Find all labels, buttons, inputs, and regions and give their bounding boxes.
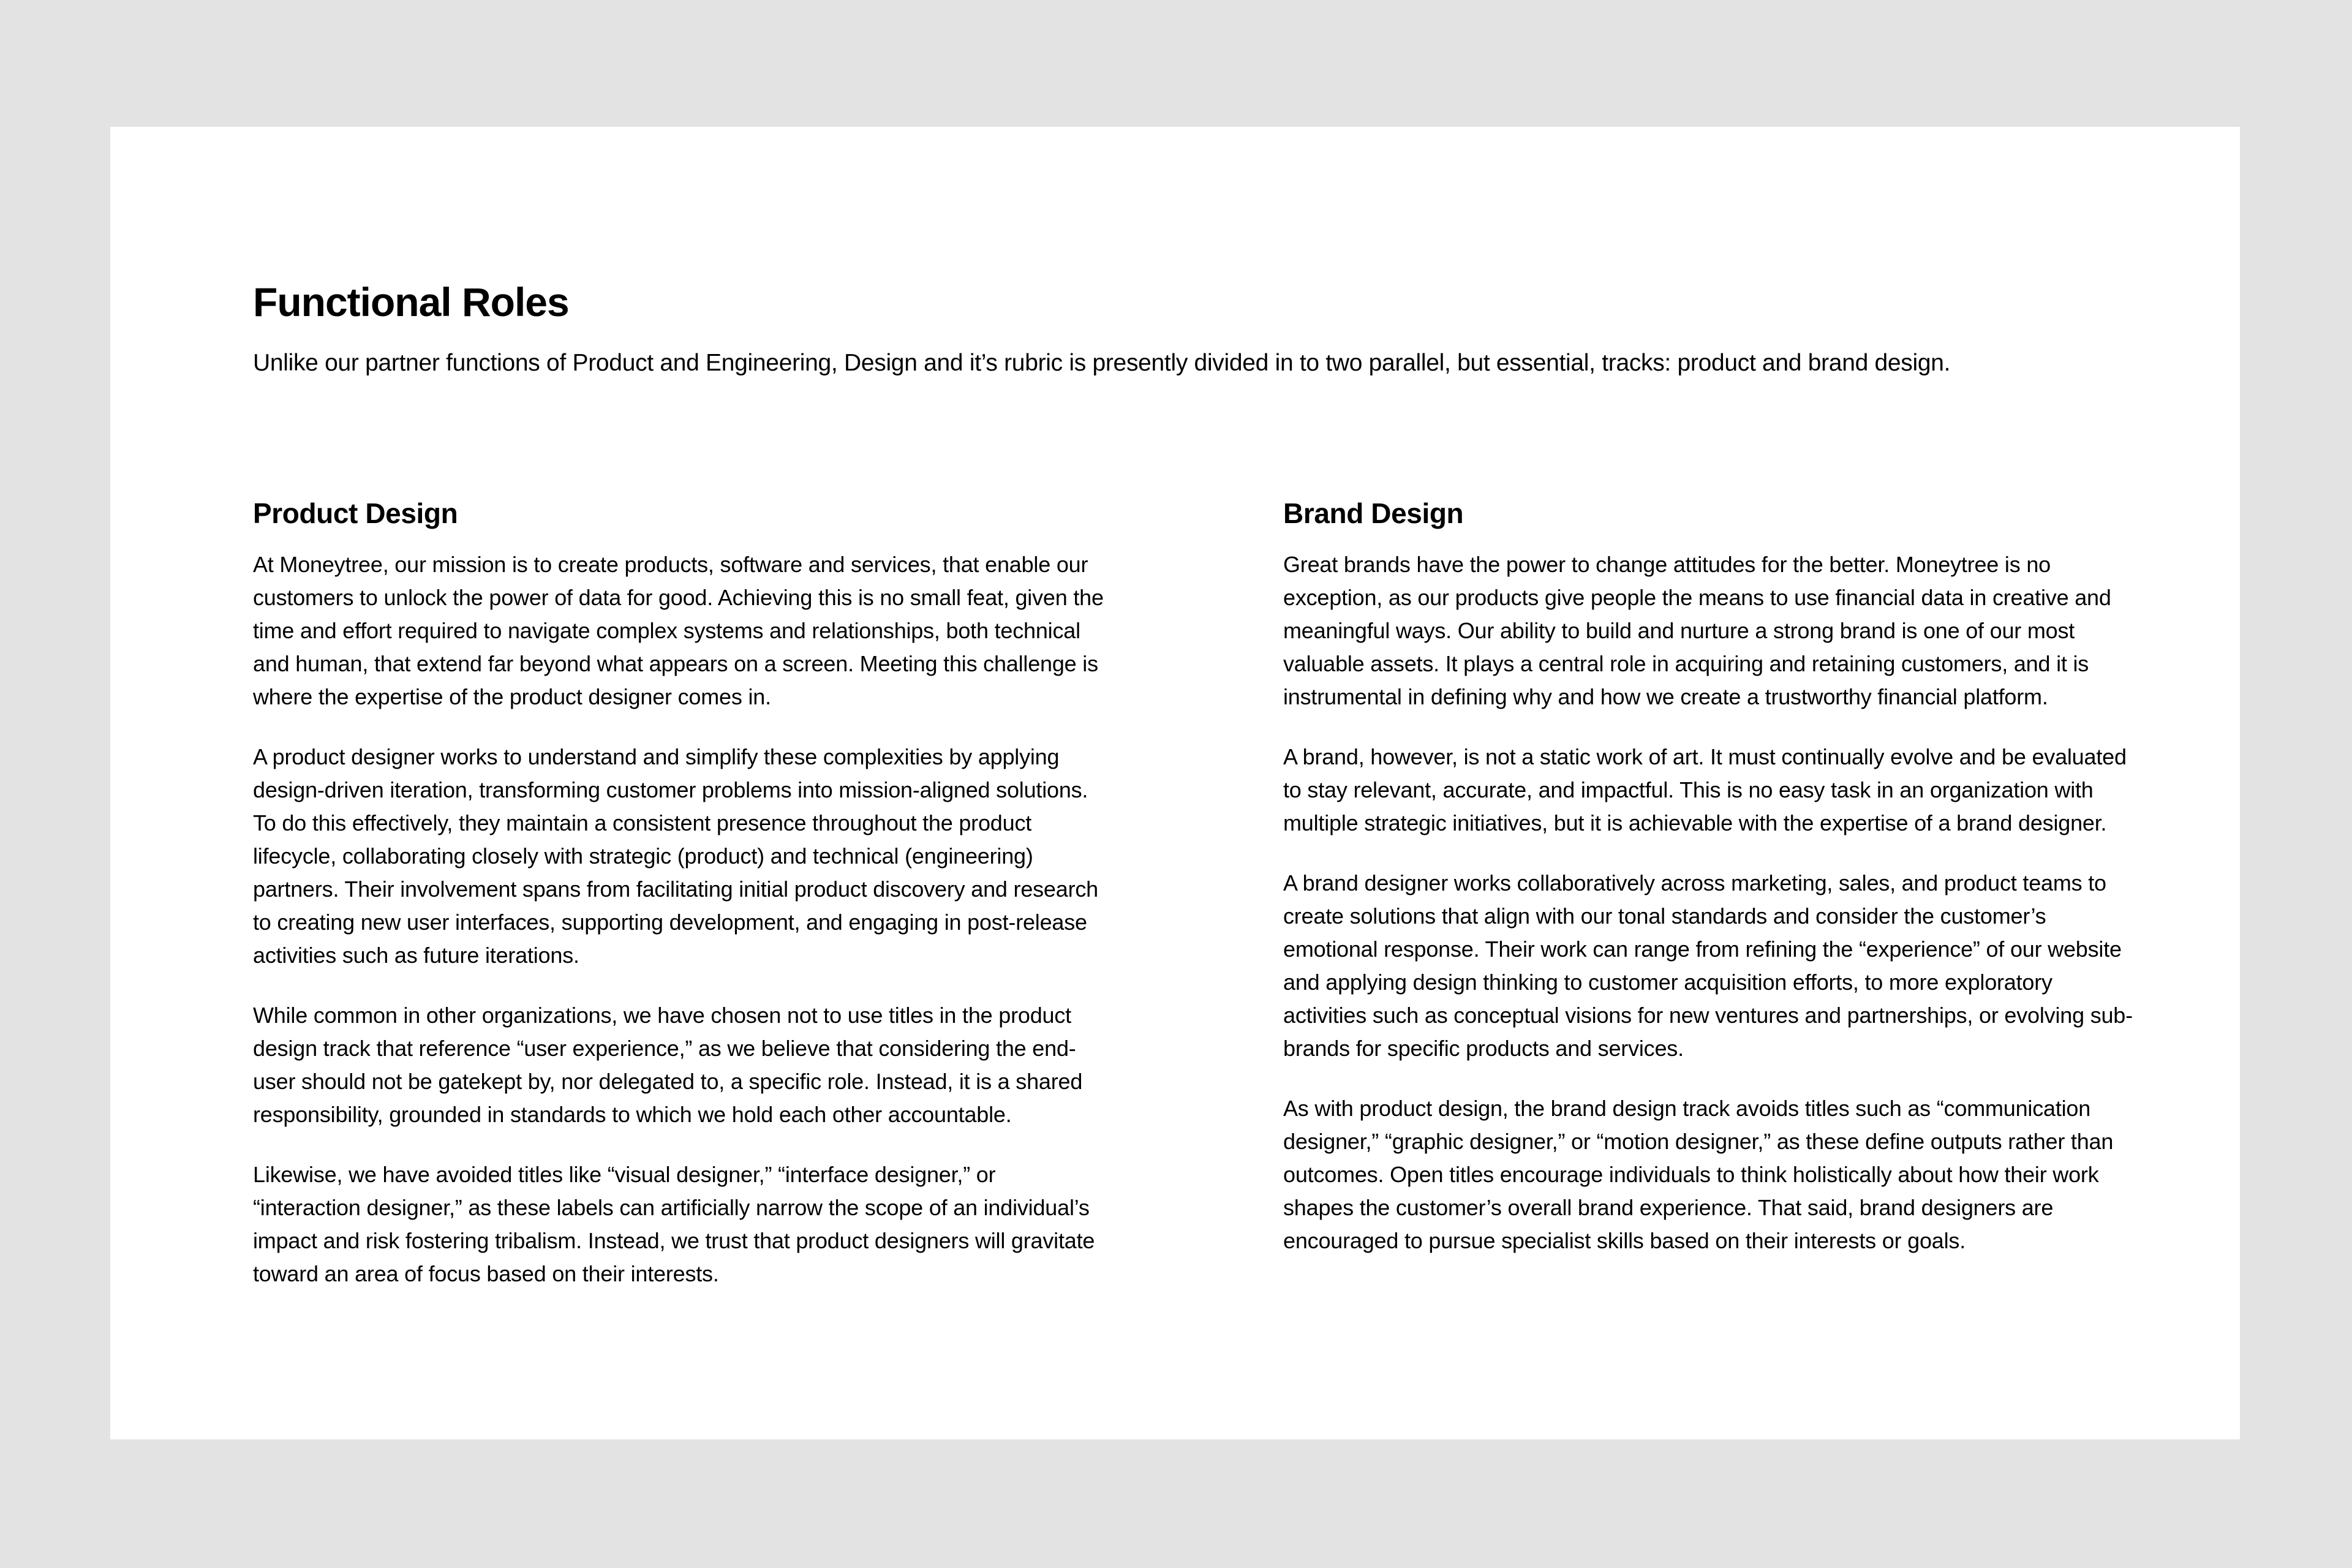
product-design-paragraph-2: A product designer works to understand and simplify these complexities by applying design-driven iteration, transforming customer problems into mission-aligned solutions. To do this effectively, they maintain a consistent presence throughout the product lifecycle, collaborating closely with strategic (product) and technical (engineering) partners. Their involvement spans from facilitating initial product discovery and research to creating new user interfaces, supporting development, and engaging in post-release activities such as future iterations. xyxy=(253,744,1098,968)
product-design-heading: Product Design xyxy=(253,497,458,529)
product-design-paragraph-1: At Moneytree, our mission is to create products, software and services, that enable our customers to unlock the power of data for good. Achieving this is no small feat, given the time and effort required to navigate complex systems and relationships, both technical and human, that extend far beyond what appears on a screen. Meeting this challenge is where the expertise of the product designer comes in. xyxy=(253,552,1104,709)
brand-design-paragraph-1: Great brands have the power to change attitudes for the better. Moneytree is no exception, as our products give people the means to use financial data in creative and meaningful ways. Our ability to build and nurture a strong brand is one of our most valuable assets. It plays a central role in acquiring and retaining customers, and it is instrumental in defining why and how we create a trustworthy financial platform. xyxy=(1283,552,2111,709)
product-design-paragraph-4: Likewise, we have avoided titles like “visual designer,” “interface designer,” or “interaction designer,” as these labels can artificially narrow the scope of an individual’s impact and risk fostering tribalism. Instead, we trust that product designers will gravitate toward an area of focus based on their interests. xyxy=(253,1162,1095,1286)
brand-design-heading: Brand Design xyxy=(1283,497,1464,529)
brand-design-paragraph-3: A brand designer works collaboratively across marketing, sales, and product teams to create solutions that align with our tonal standards and consider the customer’s emotional response. Their work can range from refining the “experience” of our website and applying design thinking to customer acquisition efforts, to more exploratory activities such as conceptual visions for new ventures and partnerships, or evolving sub-brands for specific products and services. xyxy=(1283,870,2133,1061)
brand-design-paragraph-4: As with product design, the brand design track avoids titles such as “communication designer,” “graphic designer,” or “motion designer,” as these define outputs rather than outcomes. Open titles encourage individuals to think holistically about how their work shapes the customer’s overall brand experience. That said, brand designers are encouraged to pursue specialist skills based on their interests or goals. xyxy=(1283,1096,2114,1253)
document-header xyxy=(253,279,2136,379)
brand-design-paragraph-2: A brand, however, is not a static work of art. It must continually evolve and be evaluated to stay relevant, accurate, and impactful. This is no easy task in an organization with multiple strategic initiatives, but it is achievable with the expertise of a brand designer. xyxy=(1283,744,2127,835)
column-product-design xyxy=(253,497,1106,1291)
document-card xyxy=(110,127,2240,1439)
document-content xyxy=(253,279,2136,1291)
page-title: Functional Roles xyxy=(253,279,569,325)
two-column-layout xyxy=(253,497,2136,1291)
product-design-paragraph-3: While common in other organizations, we have chosen not to use titles in the product design track that reference “user experience,” as we believe that considering the end-user should not be gatekept by, nor delegated to, a specific role. Instead, it is a shared responsibility, grounded in standards to which we hold each other accountable. xyxy=(253,1003,1083,1127)
column-brand-design xyxy=(1283,497,2136,1257)
page-subtitle: Unlike our partner functions of Product and Engineering, Design and it’s rubric is presently divided in to two parallel, but essential, tracks: product and brand design. xyxy=(253,350,1951,376)
